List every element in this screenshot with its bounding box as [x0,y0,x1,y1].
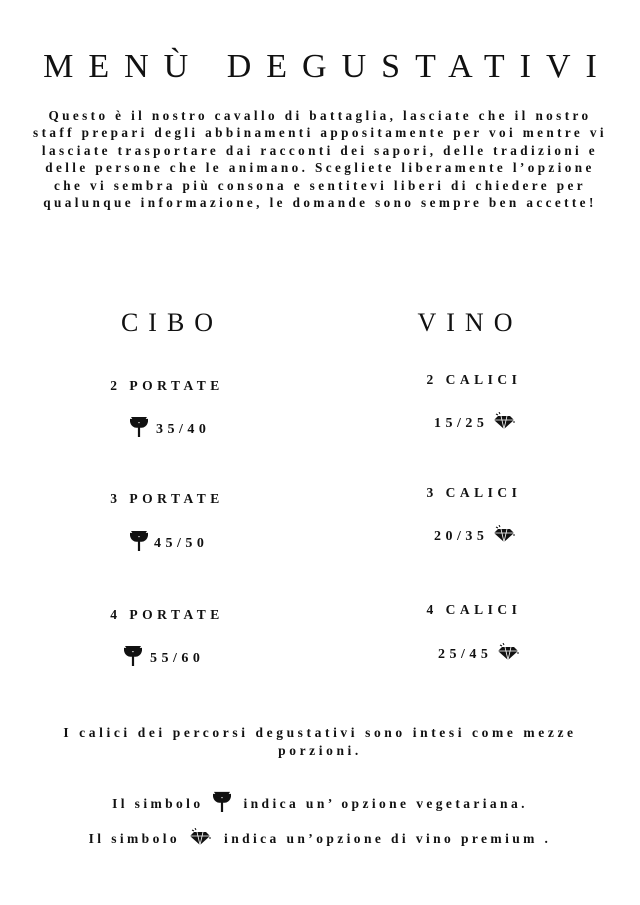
wine-item-price-row [434,525,516,548]
diamond-icon [498,643,520,666]
diamond-icon [494,525,516,548]
food-item-price-row [124,646,204,671]
wine-item-price: 20/35 [434,528,489,544]
food-item-price-row [130,417,210,442]
wine-item-price: 15/25 [434,415,489,431]
wine-item-price-row [438,643,520,666]
diamond-icon [494,412,516,435]
wine-item-label: 4 CALICI [426,602,522,617]
legend-text: indica un’ opzione vegetariana. [243,796,528,811]
wine-item-label: 3 CALICI [426,485,522,500]
food-item-price-row [130,531,208,556]
intro-paragraph: Questo è il nostro cavallo di battaglia, lasciate che il nostro staff prepari degli abbinamenti appositamente per voi mentre vi lasciate trasportare dai racconti dei sapori, delle tradizioni e delle persone che le animano. Scegliete liberamente l’opzione che vi sembra più consona e sentitevi liberi di chiedere per qualunque informazione, le domande sono sempre ben accette! [33,108,607,211]
food-item-price: 55/60 [150,650,205,666]
diamond-icon [190,828,212,850]
food-item-label: 2 PORTATE [110,378,224,393]
wine-heading: VINO [417,308,523,337]
vegetarian-icon [130,417,148,442]
food-item-label: 4 PORTATE [110,607,224,622]
page-title: MENÙ DEGUSTATIVI [43,48,612,85]
vegetarian-legend [0,790,640,818]
wine-item-price: 25/45 [438,646,493,662]
vegetarian-icon [130,531,148,556]
wine-item-price-row [434,412,516,435]
legend-text: indica un’opzione di vino premium . [224,831,552,846]
legend-prefix: Il simbolo [88,831,181,846]
servings-note: I calici dei percorsi degustativi sono intesi come mezze porzioni. [63,725,577,758]
food-item-label: 3 PORTATE [110,491,224,506]
vegetarian-icon [213,790,231,818]
vegetarian-icon [124,646,142,671]
legend-prefix: Il simbolo [112,796,204,811]
food-item-price: 45/50 [154,535,209,551]
wine-item-label: 2 CALICI [426,372,522,387]
food-heading: CIBO [120,308,224,337]
premium-legend [0,828,640,850]
food-item-price: 35/40 [156,421,211,437]
